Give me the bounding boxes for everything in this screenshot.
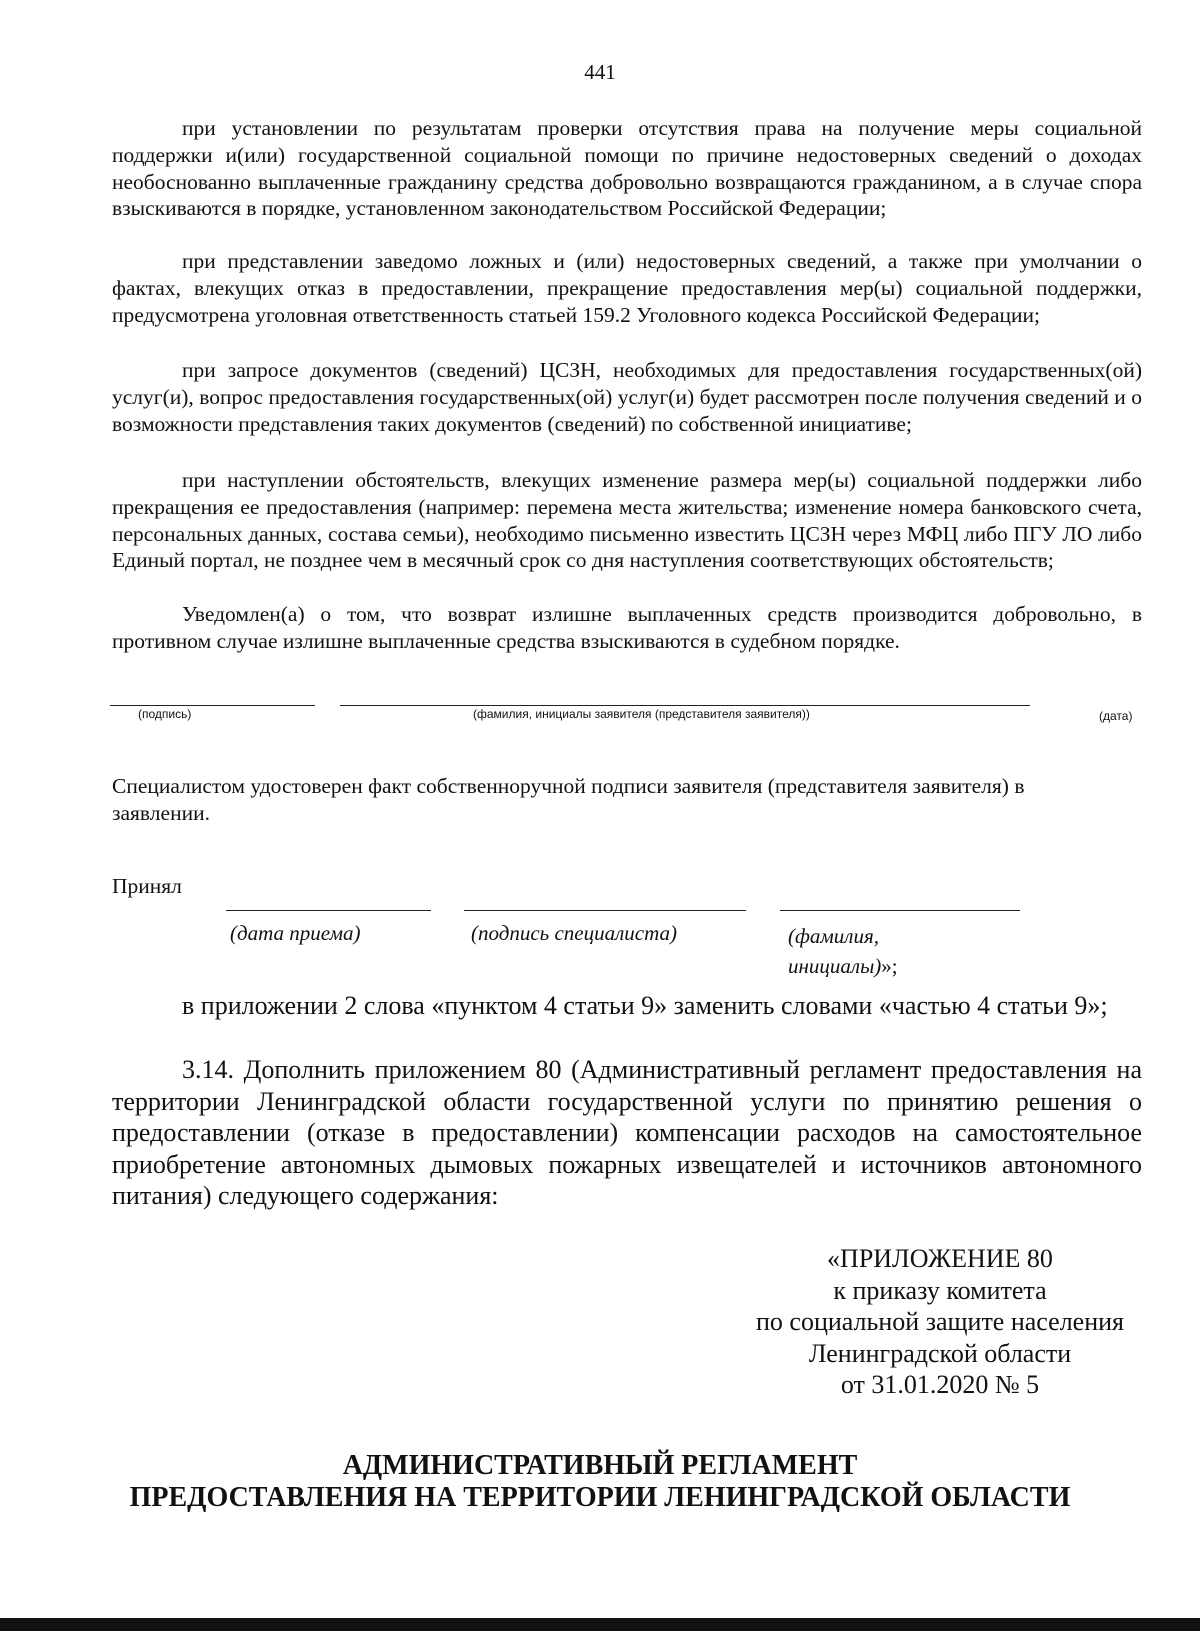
- appendix-committee-line: по социальной защите населения: [755, 1307, 1124, 1336]
- appendix-title: «ПРИЛОЖЕНИЕ 80: [827, 1244, 1053, 1273]
- accept-date-line: [226, 910, 431, 911]
- certification-text: Специалистом удостоверен факт собственноручной подписи заявителя (представителя заявителя) в заявлении.: [112, 774, 1025, 825]
- signature-caption: (подпись): [138, 707, 192, 721]
- appendix-date-line: от 31.01.2020 № 5: [840, 1370, 1040, 1399]
- fullname-caption: (фамилия, инициалы заявителя (представителя заявителя)): [473, 707, 810, 721]
- initials-caption-text: инициалы): [788, 954, 882, 978]
- scan-edge: [0, 1618, 1200, 1631]
- regulation-heading: [0, 1450, 1200, 1514]
- paragraph-refund-notice: [112, 115, 1142, 222]
- specialist-name-caption: (фамилия,: [788, 924, 879, 948]
- accepted-label: Принял: [112, 874, 182, 898]
- closing-quote: »;: [881, 954, 898, 978]
- paragraph-text: при запросе документов (сведений) ЦСЗН, необходимых для предоставления государственных(ой) услуг(и), вопрос предоставления государственных(ой) услуг(и) будет рассмотрен после получения сведений и о возможности представления таких документов (сведений) по собственной инициативе;: [112, 358, 1142, 436]
- amendment-appendix-2: [112, 990, 1142, 1022]
- accept-date-caption: (дата приема): [230, 921, 361, 945]
- specialist-initials-caption: [788, 951, 898, 982]
- amendment-text: 3.14. Дополнить приложением 80 (Административный регламент предоставления на территории Ленинградской области государственной услуги по принятию решения о предоставлении (отказе в предоставлении) компенсации расходов на самостоятельное приобретение автономных дымовых пожарных извещателей и источников автономного питания) следующего содержания:: [112, 1055, 1142, 1210]
- amendment-3-14: [112, 1054, 1142, 1212]
- heading-line-2: ПРЕДОСТАВЛЕНИЯ НА ТЕРРИТОРИИ ЛЕНИНГРАДСКОЙ ОБЛАСТИ: [129, 1482, 1071, 1513]
- date-caption: (дата): [1099, 709, 1133, 723]
- page-number: 441: [584, 60, 616, 84]
- paragraph-text: при наступлении обстоятельств, влекущих изменение размера мер(ы) социальной поддержки либо прекращения ее предоставления (например: перемена места жительства; изменение номера банковского счета, персональных данных, состава семьи), необходимо письменно известить ЦСЗН через МФЦ либо ПГУ ЛО либо Единый портал, не позднее чем в месячный срок со дня наступления соответствующих обстоятельств;: [112, 468, 1142, 573]
- paragraph-text: Уведомлен(а) о том, что возврат излишне выплаченных средств производится добровольно, в противном случае излишне выплаченные средства взыскиваются в судебном порядке.: [112, 602, 1142, 653]
- specialist-name-line: [780, 910, 1020, 911]
- specialist-signature-caption: (подпись специалиста): [471, 921, 678, 945]
- paragraph-acknowledgement: [112, 601, 1142, 655]
- appendix-header: [730, 1243, 1150, 1401]
- paragraph-document-request: [112, 357, 1142, 437]
- paragraph-criminal-liability: [112, 248, 1142, 328]
- appendix-region-line: Ленинградской области: [808, 1338, 1072, 1368]
- paragraph-text: при представлении заведомо ложных и (или) недостоверных сведений, а также при умолчании о фактах, влекущих отказ в предоставлении, прекращение предоставления мер(ы) социальной поддержки, предусмотрена уголовная ответственность статьей 159.2 Уголовного кодекса Российской Федерации;: [112, 249, 1142, 327]
- paragraph-circumstances-change: [112, 467, 1142, 574]
- specialist-signature-line: [464, 910, 746, 911]
- heading-line-1: АДМИНИСТРАТИВНЫЙ РЕГЛАМЕНТ: [342, 1450, 858, 1481]
- paragraph-text: при установлении по результатам проверки отсутствия права на получение меры социальной поддержки и(или) государственной социальной помощи по причине недостоверных сведений о доходах необоснованно выплаченные гражданину средства добровольно возвращаются гражданином, а в случае спора взыскиваются в порядке, установленном законодательством Российской Федерации;: [112, 116, 1142, 221]
- appendix-order-line: к приказу комитета: [833, 1275, 1047, 1305]
- amendment-text: в приложении 2 слова «пунктом 4 статьи 9» заменить словами «частью 4 статьи 9»;: [182, 991, 1108, 1020]
- fullname-line: [340, 705, 1030, 706]
- signature-line: [110, 705, 315, 706]
